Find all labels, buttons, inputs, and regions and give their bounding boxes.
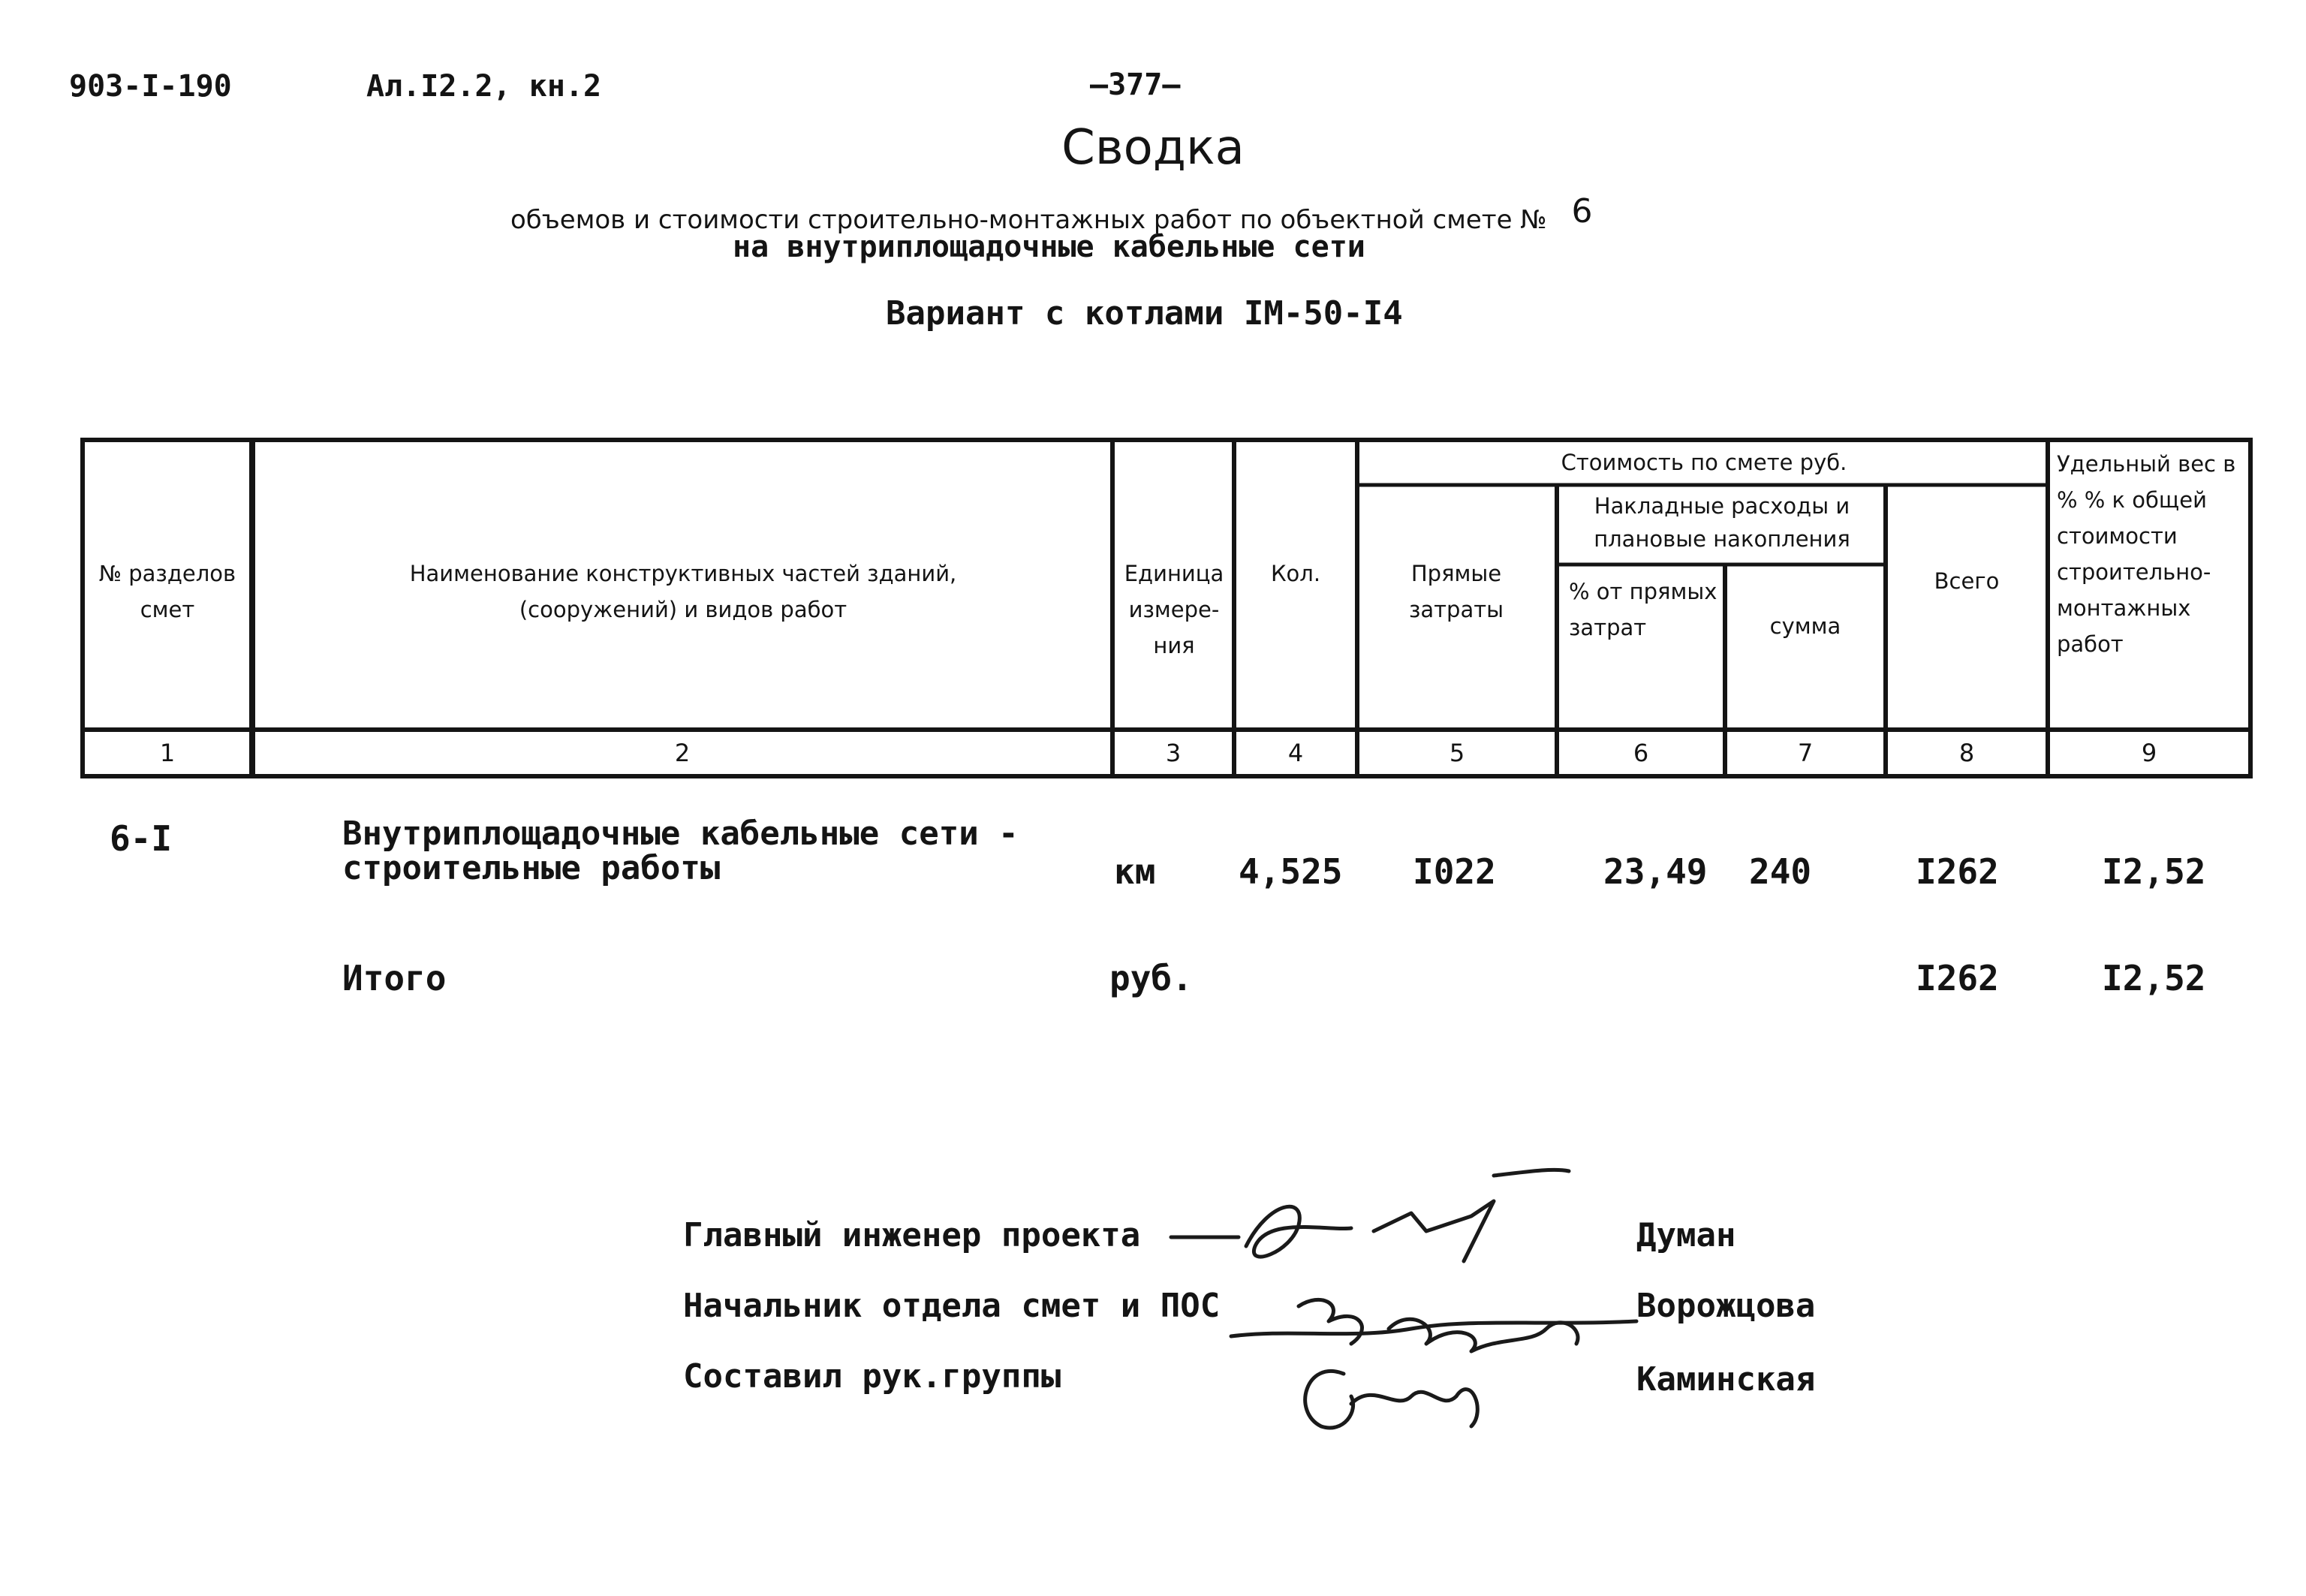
- header-cost-group: Стоимость по смете руб.: [1561, 450, 1847, 475]
- row-share: I2,52: [2102, 851, 2206, 892]
- signature-name-1: Думан: [1636, 1216, 1736, 1254]
- signature-2-stroke: [1299, 1299, 1362, 1344]
- column-number-4: 4: [1287, 739, 1304, 767]
- row-overhead-sum: 240: [1749, 851, 1812, 892]
- signature-2-stroke: [1231, 1321, 1636, 1336]
- row-overhead-percent: 23,49: [1603, 851, 1708, 892]
- column-number-3: 3: [1165, 739, 1182, 767]
- header-qty: Кол.: [1270, 561, 1321, 586]
- header-unit: Единица измере-ния: [1124, 561, 1224, 658]
- total-share: I2,52: [2102, 958, 2206, 998]
- signature-2-stroke: [1389, 1319, 1578, 1351]
- header-name: Наименование конструктивных частей зданий, (сооружений) и видов работ: [409, 561, 957, 622]
- row-name-line-2: строительные работы: [342, 849, 721, 887]
- signature-role-3: Составил рук.группы: [683, 1357, 1061, 1396]
- header-share: Удельный вес в % % к общей стоимости строительно-монтажных работ: [2057, 451, 2236, 657]
- row-name: [342, 817, 1019, 886]
- signature-3-stroke: [1351, 1390, 1477, 1426]
- signature-name-3: Каминская: [1636, 1360, 1816, 1399]
- signature-role-2: Начальник отдела смет и ПОС: [683, 1287, 1221, 1325]
- total-unit: руб.: [1109, 958, 1193, 998]
- signature-role-1: Главный инженер проекта: [683, 1216, 1141, 1254]
- row-unit: км: [1114, 851, 1156, 892]
- row-name-line-1: Внутриплощадочные кабельные сети -: [342, 815, 1019, 853]
- column-number-8: 8: [1958, 739, 1975, 767]
- row-direct: I022: [1413, 851, 1496, 892]
- signature-1-stroke: [1374, 1201, 1494, 1261]
- column-number-1: 1: [159, 739, 176, 767]
- signature-3-stroke: [1305, 1371, 1353, 1428]
- page-title: Сводка: [1061, 120, 1245, 176]
- row-total: I262: [1916, 851, 1999, 892]
- subtitle-line-2: на внутриплощадочные кабельные сети: [733, 230, 1365, 264]
- header-direct-costs: Прямые затраты: [1408, 561, 1504, 622]
- signature-1-stroke: [1246, 1206, 1351, 1257]
- header-total: Всего: [1934, 568, 2000, 594]
- header-section-no: № разделов смет: [98, 561, 236, 622]
- column-number-7: 7: [1797, 739, 1814, 767]
- column-number-6: 6: [1633, 739, 1649, 767]
- header-overhead-percent: % от прямых затрат: [1569, 579, 1717, 640]
- total-total: I262: [1916, 958, 1999, 998]
- row-qty: 4,525: [1239, 851, 1343, 892]
- column-number-2: 2: [674, 739, 691, 767]
- variant-line: Вариант с котлами IM-50-I4: [886, 294, 1403, 333]
- document-code: 903-I-190: [69, 69, 232, 104]
- header-overhead-sum: сумма: [1769, 613, 1841, 639]
- total-label: Итого: [342, 958, 447, 998]
- document-reference: Ал.I2.2, кн.2: [366, 69, 602, 104]
- estimate-number: 6: [1571, 192, 1593, 230]
- column-number-9: 9: [2141, 739, 2157, 767]
- signature-name-2: Ворожцова: [1636, 1287, 1816, 1325]
- row-section: 6-I: [110, 818, 173, 859]
- page-number: —377—: [1090, 68, 1181, 102]
- subtitle-text: объемов и стоимости строительно-монтажных работ по объектной смете №: [510, 205, 1547, 235]
- header-overhead-group: Накладные расходы и плановые накопления: [1594, 493, 1850, 552]
- signature-1-stroke: [1494, 1170, 1569, 1176]
- column-number-5: 5: [1449, 739, 1465, 767]
